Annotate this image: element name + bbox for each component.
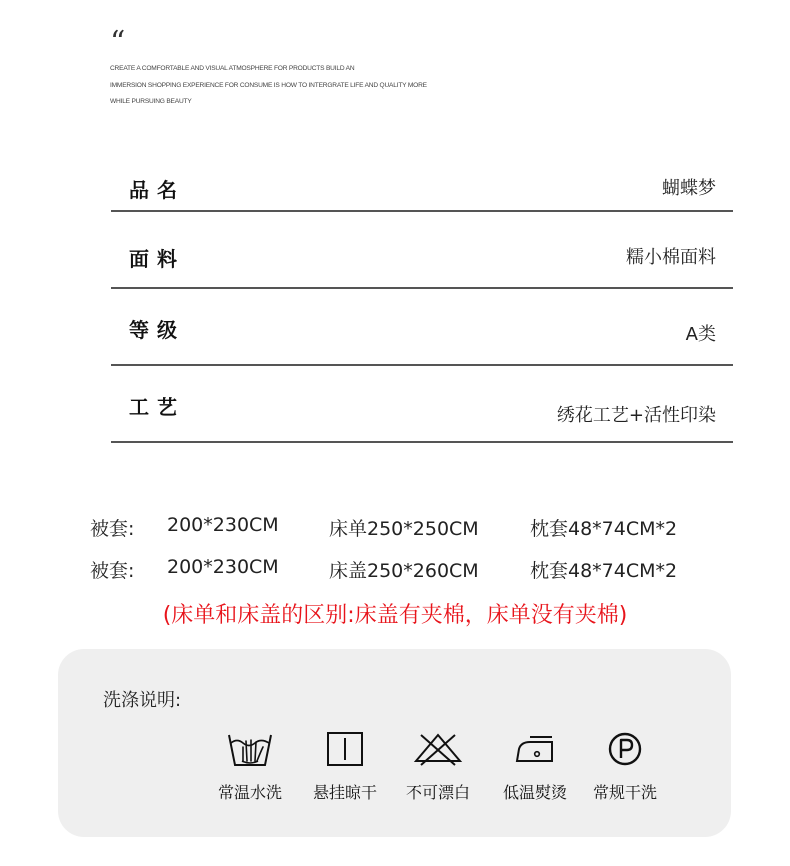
washing-instructions (58, 649, 731, 837)
bedspread-size: 床盖250*260CM (329, 560, 479, 582)
spec-label-name: 品名 (129, 178, 185, 202)
spec-label-craft: 工艺 (129, 395, 185, 419)
intro-line-2: IMMERSION SHOPPING EXPERIENCE FOR CONSUME IS HOW TO INTERGRATE LIFE AND QUALITY MORE (110, 81, 427, 89)
intro-line-3: WHILE PURSUING BEAUTY (110, 98, 192, 105)
care-item-low-iron (490, 727, 580, 803)
spec-label-fabric: 面料 (129, 247, 185, 271)
spec-row-fabric (111, 213, 733, 289)
divider (111, 210, 733, 212)
care-item-hand-wash (205, 727, 295, 803)
spec-value-fabric: 糯小棉面料 (626, 247, 716, 268)
quote-mark: “ (110, 25, 122, 60)
spec-value-name: 蝴蝶梦 (662, 178, 716, 199)
divider (111, 287, 733, 289)
care-label: 低温熨烫 (502, 783, 567, 802)
duvet-size: 200*230CM (167, 556, 279, 578)
care-label: 悬挂晾干 (312, 783, 377, 802)
care-item-hang-dry (300, 727, 390, 803)
wash-title: 洗涤说明: (103, 690, 182, 711)
spec-value-craft: 绣花工艺+活性印染 (556, 405, 716, 426)
hang-dry-icon (318, 727, 372, 771)
spec-row-grade (111, 290, 733, 366)
care-label: 常温水洗 (217, 783, 282, 802)
sheet-vs-bedspread-note: (床单和床盖的区别:床盖有夹棉，床单没有夹棉) (162, 603, 628, 628)
spec-label-grade: 等级 (129, 318, 185, 342)
spec-value-grade: A类 (685, 324, 716, 345)
dry-clean-p-icon (598, 727, 652, 771)
duvet-label: 被套: (90, 560, 135, 582)
care-item-dry-clean (580, 727, 670, 803)
duvet-size: 200*230CM (167, 514, 279, 536)
divider (111, 364, 733, 366)
intro-text (110, 61, 530, 111)
care-item-no-bleach (393, 727, 483, 803)
divider (111, 441, 733, 443)
low-iron-icon (508, 727, 562, 771)
pillow-size: 枕套48*74CM*2 (530, 518, 678, 540)
pillow-size: 枕套48*74CM*2 (530, 560, 678, 582)
spec-row-name (111, 136, 733, 212)
care-label: 不可漂白 (405, 783, 470, 802)
no-bleach-icon (411, 727, 465, 771)
duvet-label: 被套: (90, 518, 135, 540)
hand-wash-icon (223, 727, 277, 771)
spec-row-craft (111, 367, 733, 443)
sheet-size: 床单250*250CM (329, 518, 479, 540)
care-label: 常规干洗 (592, 783, 657, 802)
intro-line-1: CREATE A COMFORTABLE AND VISUAL ATMOSPHERE FOR PRODUCTS BUILD AN (110, 65, 355, 72)
